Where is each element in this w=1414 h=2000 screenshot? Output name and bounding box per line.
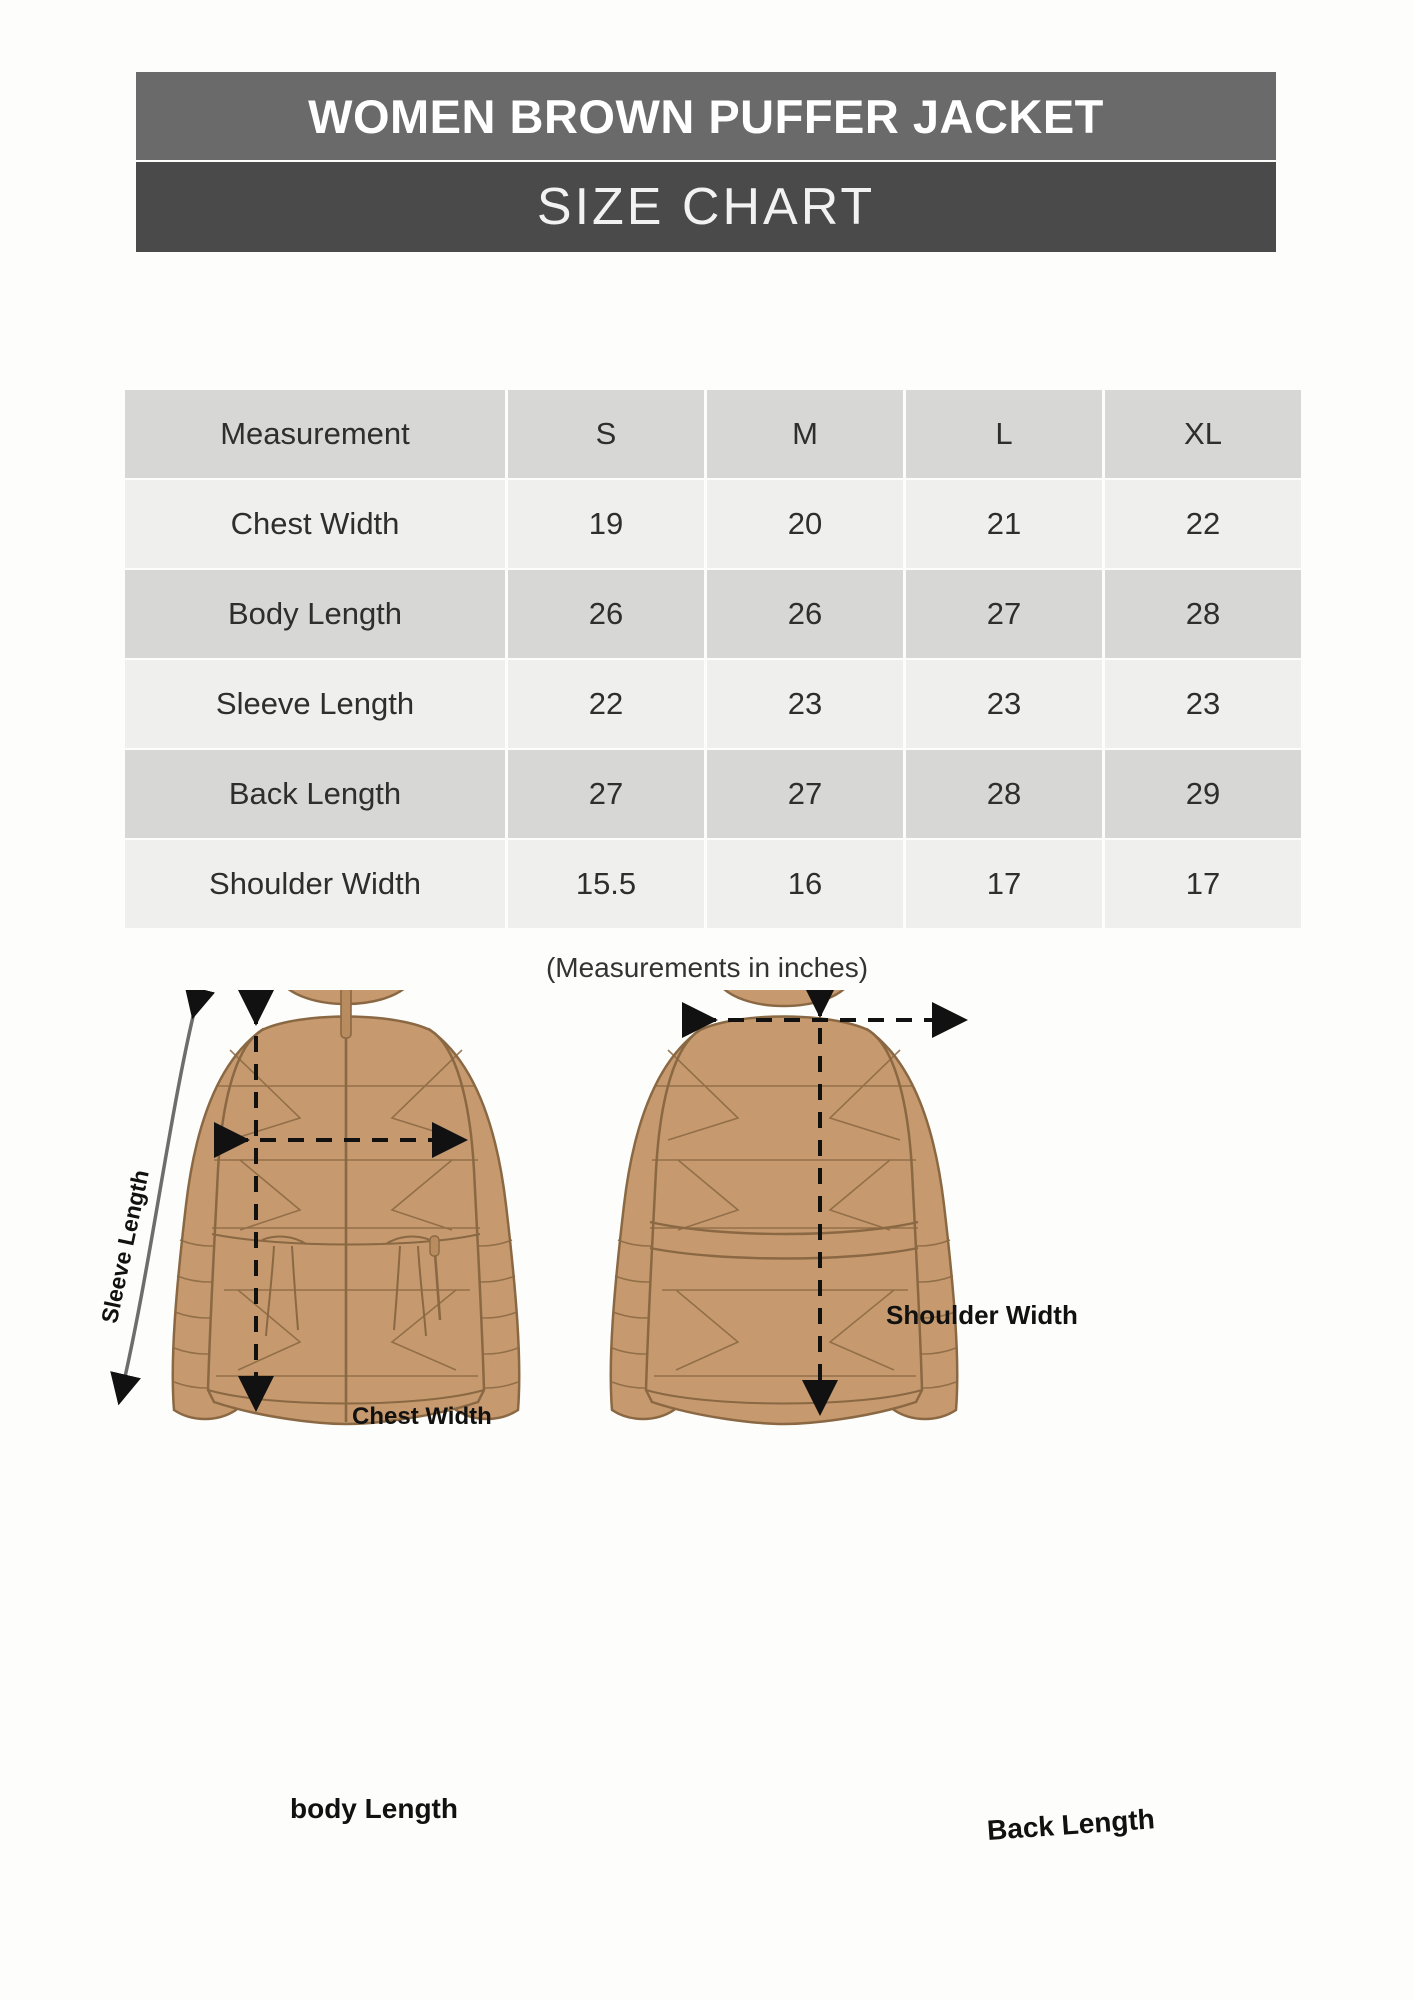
cell-body-length-m: 26 bbox=[707, 570, 903, 658]
label-back-length: Back Length bbox=[986, 1803, 1156, 1846]
page-title: WOMEN BROWN PUFFER JACKET bbox=[308, 89, 1104, 143]
units-note: (Measurements in inches) bbox=[545, 952, 869, 983]
cell-chest-width-l: 21 bbox=[906, 480, 1102, 568]
cell-shoulder-width-s: 15.5 bbox=[508, 840, 704, 928]
label-body-length: body Length bbox=[290, 1793, 458, 1824]
column-header-xl: XL bbox=[1105, 390, 1301, 478]
cell-chest-width-s: 19 bbox=[508, 480, 704, 568]
jacket-illustrations bbox=[0, 990, 1414, 1910]
cell-sleeve-length-s: 22 bbox=[508, 660, 704, 748]
cell-back-length-m: 27 bbox=[707, 750, 903, 838]
cell-body-length-l: 27 bbox=[906, 570, 1102, 658]
cell-body-length-s: 26 bbox=[508, 570, 704, 658]
column-header-measurement: Measurement bbox=[125, 390, 505, 478]
jacket-back-view bbox=[611, 990, 958, 1424]
row-label-chest-width: Chest Width bbox=[125, 480, 505, 568]
label-sleeve-length: Sleeve Length bbox=[96, 1167, 154, 1326]
table-row bbox=[125, 660, 1301, 748]
table-row bbox=[125, 570, 1301, 658]
table-header-row bbox=[125, 390, 1301, 478]
table-row bbox=[125, 750, 1301, 838]
label-chest-width: Chest Width bbox=[352, 1403, 492, 1430]
cell-sleeve-length-m: 23 bbox=[707, 660, 903, 748]
cell-sleeve-length-l: 23 bbox=[906, 660, 1102, 748]
row-label-back-length: Back Length bbox=[125, 750, 505, 838]
row-label-body-length: Body Length bbox=[125, 570, 505, 658]
size-chart-table bbox=[122, 388, 1304, 930]
cell-shoulder-width-xl: 17 bbox=[1105, 840, 1301, 928]
jacket-front-view bbox=[122, 990, 519, 1424]
cell-chest-width-xl: 22 bbox=[1105, 480, 1301, 568]
label-shoulder-width: Shoulder Width bbox=[886, 1300, 1078, 1330]
cell-shoulder-width-m: 16 bbox=[707, 840, 903, 928]
cell-sleeve-length-xl: 23 bbox=[1105, 660, 1301, 748]
column-header-m: M bbox=[707, 390, 903, 478]
column-header-l: L bbox=[906, 390, 1102, 478]
cell-back-length-s: 27 bbox=[508, 750, 704, 838]
size-chart-subtitle-bar bbox=[136, 162, 1276, 252]
column-header-s: S bbox=[508, 390, 704, 478]
row-label-shoulder-width: Shoulder Width bbox=[125, 840, 505, 928]
cell-chest-width-m: 20 bbox=[707, 480, 903, 568]
row-label-sleeve-length: Sleeve Length bbox=[125, 660, 505, 748]
jacket-diagram-svg bbox=[0, 990, 1414, 1910]
table-row bbox=[125, 840, 1301, 928]
page-subtitle: SIZE CHART bbox=[536, 178, 876, 236]
cell-shoulder-width-l: 17 bbox=[906, 840, 1102, 928]
table-row bbox=[125, 480, 1301, 568]
cell-back-length-xl: 29 bbox=[1105, 750, 1301, 838]
cell-back-length-l: 28 bbox=[906, 750, 1102, 838]
cell-body-length-xl: 28 bbox=[1105, 570, 1301, 658]
product-title-bar bbox=[136, 72, 1276, 160]
